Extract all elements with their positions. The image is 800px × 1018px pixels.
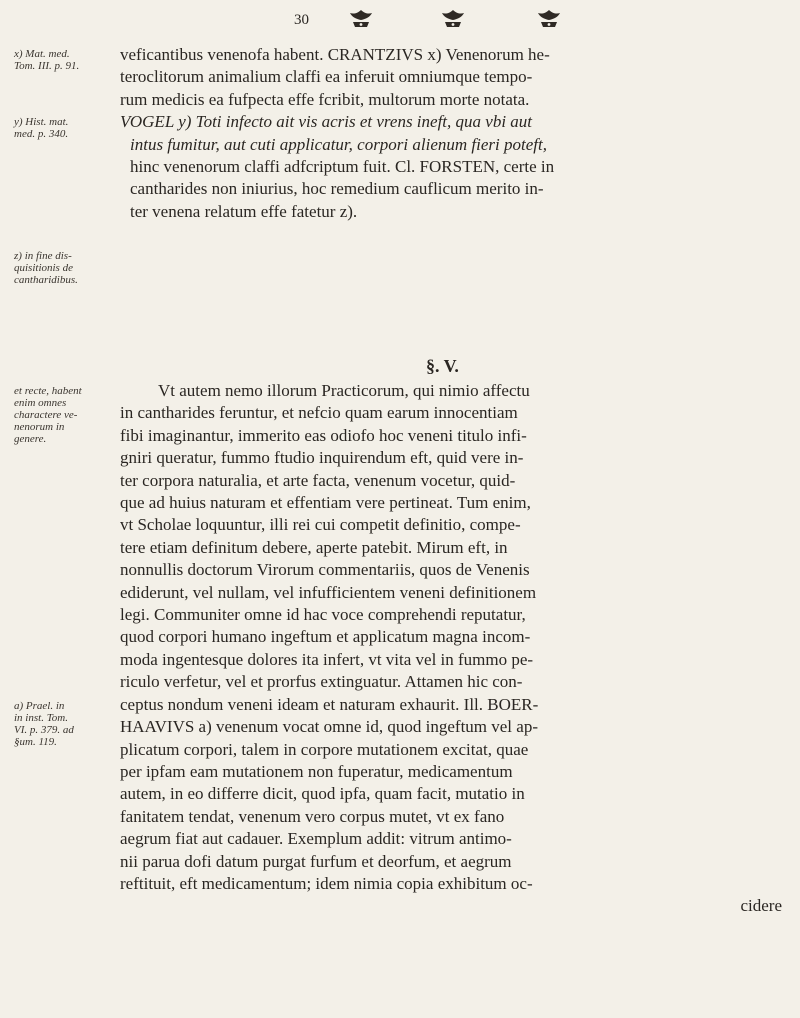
text-line: moda ingentesque dolores ita infert, vt vita vel in fummo pe- xyxy=(120,649,534,669)
text-line: tere etiam definitum debere, aperte patebit. Mirum eft, in xyxy=(120,537,508,557)
paragraph-definition-of-poison xyxy=(120,380,782,918)
margin-note-line: nenorum in xyxy=(14,421,65,433)
text-line: per ipfam eam mutationem non fuperatur, medicamentum xyxy=(120,761,513,781)
margin-note-line: med. p. 340. xyxy=(14,128,69,140)
text-line: rum medicis ea fufpecta effe fcribit, multorum morte notata. xyxy=(120,89,530,109)
paragraph-cantharides-classification xyxy=(120,44,782,223)
printer-ornament-icon xyxy=(440,8,466,30)
text-line: quod corpori humano ingeftum et applicatum magna incom- xyxy=(120,627,531,647)
page-number: 30 xyxy=(294,12,309,28)
marginal-reference-x xyxy=(14,48,126,72)
text-line: hinc venenorum claffi adfcriptum fuit. Cl. FORSTEN, certe in xyxy=(130,157,555,177)
text-line: ter venena relatum effe fatetur z). xyxy=(130,201,358,221)
margin-note-line: VI. p. 379. ad xyxy=(14,724,74,736)
text-line: riculo verfetur, vel et prorfus extinguatur. Attamen hic con- xyxy=(120,672,523,692)
margin-note-line: y) Hist. mat. xyxy=(14,116,69,128)
margin-note-line: enim omnes xyxy=(14,397,67,409)
margin-note-line: cantharidibus. xyxy=(14,274,78,286)
margin-note-line: x) Mat. med. xyxy=(14,48,70,60)
text-line: vt Scholae loquuntur, illi rei cui competit definitio, compe- xyxy=(120,515,521,535)
text-line: nii parua dofi datum purgat furfum et deorfum, et aegrum xyxy=(120,851,512,871)
section-heading: §. V. xyxy=(426,356,459,376)
catchword: cidere xyxy=(740,896,782,916)
text-line: VOGEL y) Toti infecto ait vis acris et vrens ineft, qua vbi aut xyxy=(120,112,533,132)
text-line: reftituit, eft medicamentum; idem nimia copia exhibitum oc- xyxy=(120,873,533,893)
margin-note-line: charactere ve- xyxy=(14,409,78,421)
text-line: gniri queratur, fummo ftudio inquirendum eft, quid vere in- xyxy=(120,448,524,468)
text-line: aegrum fiat aut cadauer. Exemplum addit: vitrum antimo- xyxy=(120,829,512,849)
text-line: ceptus nondum veneni ideam et naturam exhaurit. Ill. BOER- xyxy=(120,694,539,714)
text-line: teroclitorum animalium claffi ea inferuit omniumque tempo- xyxy=(120,67,533,87)
marginal-reference-a xyxy=(14,700,126,748)
text-line: in cantharides feruntur, et nefcio quam earum innocentiam xyxy=(120,403,518,423)
text-line: intus fumitur, aut cuti applicatur, corpori alienum fieri poteft, xyxy=(130,134,547,154)
text-line: veficantibus venenofa habent. CRANTZIVS x) Venenorum he- xyxy=(120,45,550,64)
margin-note-line: Tom. III. p. 91. xyxy=(14,60,80,72)
text-line: Vt autem nemo illorum Practicorum, qui nimio affectu xyxy=(158,381,530,400)
text-line: nonnullis doctorum Virorum commentariis, quos de Venenis xyxy=(120,560,530,580)
margin-note-line: in inst. Tom. xyxy=(14,712,69,724)
marginal-summary-note xyxy=(14,385,126,445)
text-line: que ad huius naturam et effentiam vere pertineat. Tum enim, xyxy=(120,493,531,513)
text-line: ediderunt, vel nullam, vel infufficientem veneni definitionem xyxy=(120,582,537,602)
text-line: fanitatem tendat, venenum vero corpus mutet, vt ex fano xyxy=(120,806,505,826)
text-line: legi. Communiter omne id hac voce comprehendi reputatur, xyxy=(120,605,526,625)
marginal-reference-y xyxy=(14,116,126,140)
text-line: fibi imaginantur, immerito eas odiofo hoc veneni titulo infi- xyxy=(120,425,527,445)
margin-note-line: et recte, habent xyxy=(14,385,82,397)
margin-note-line: quisitionis de xyxy=(14,262,73,274)
margin-note-line: §um. 119. xyxy=(14,736,57,748)
text-line: autem, in eo differre dicit, quod ipfa, quam facit, mutatio in xyxy=(120,784,525,804)
text-line: plicatum corpori, talem in corpore mutationem excitat, quae xyxy=(120,739,529,759)
text-line: HAAVIVS a) venenum vocat omne id, quod ingeftum vel ap- xyxy=(120,717,538,737)
margin-note-line: a) Prael. in xyxy=(14,700,65,712)
printer-ornament-icon xyxy=(536,8,562,30)
margin-note-line: genere. xyxy=(14,433,47,445)
printer-ornament-icon xyxy=(348,8,374,30)
marginal-reference-z xyxy=(14,250,126,286)
page-header xyxy=(0,4,800,34)
text-line: cantharides non iniurius, hoc remedium cauflicum merito in- xyxy=(130,179,544,199)
text-line: ter corpora naturalia, et arte facta, venenum vocetur, quid- xyxy=(120,470,516,490)
margin-note-line: z) in fine dis- xyxy=(14,250,72,262)
